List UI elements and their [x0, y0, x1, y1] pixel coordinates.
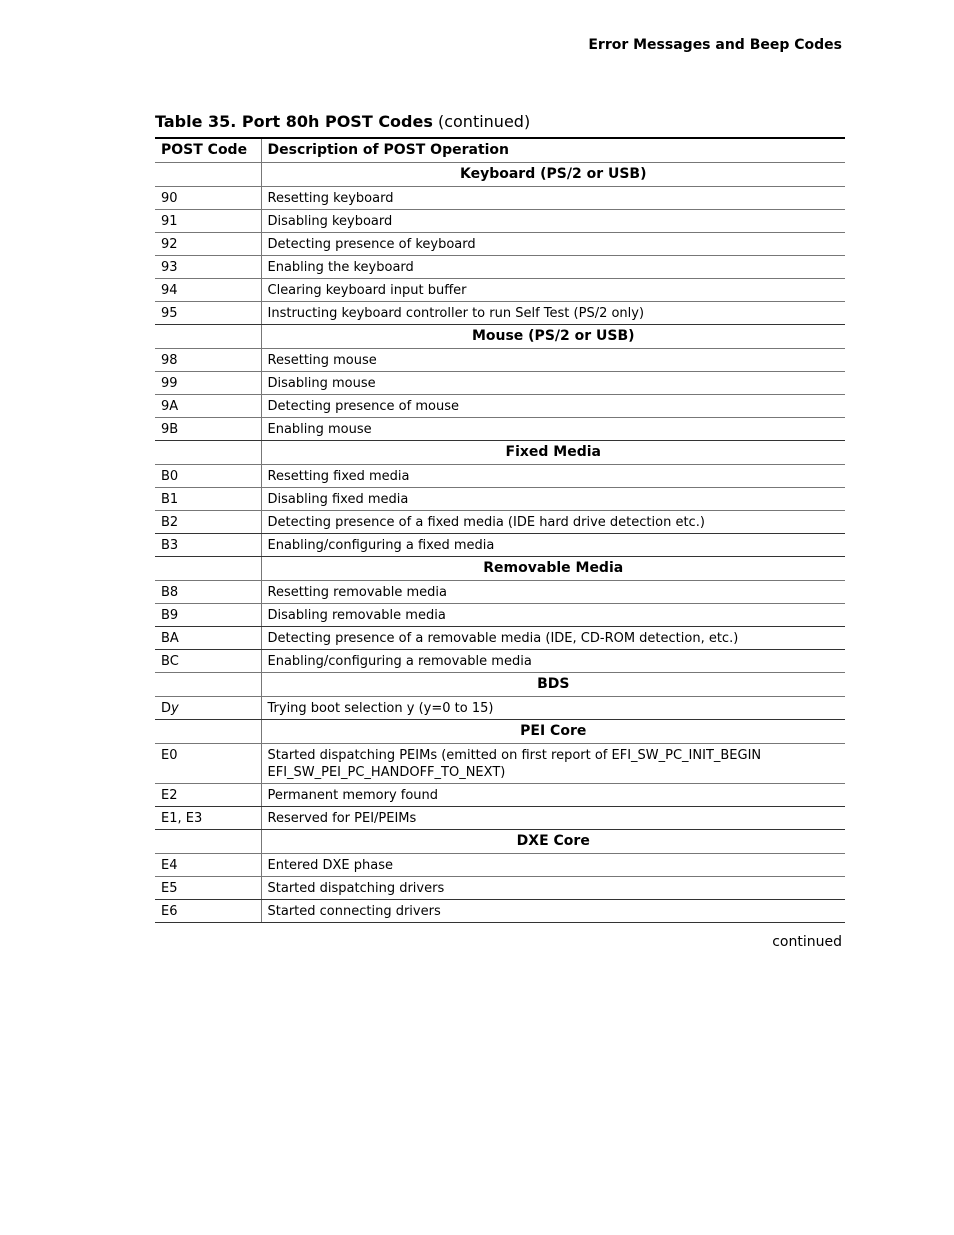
- section-title: BDS: [261, 673, 845, 697]
- post-code-cell: 91: [155, 210, 261, 233]
- description-cell: Resetting keyboard: [261, 187, 845, 210]
- post-code-cell: 95: [155, 302, 261, 325]
- post-code-cell: 93: [155, 256, 261, 279]
- description-cell: Enabling/configuring a removable media: [261, 650, 845, 673]
- description-cell: Disabling fixed media: [261, 488, 845, 511]
- table-row: [155, 210, 845, 233]
- description-cell: Detecting presence of mouse: [261, 395, 845, 418]
- post-code-cell: 9A: [155, 395, 261, 418]
- description-cell: Entered DXE phase: [261, 854, 845, 877]
- section-title: DXE Core: [261, 830, 845, 854]
- section-row: [155, 441, 845, 465]
- description-cell: Detecting presence of a removable media (IDE, CD-ROM detection, etc.): [261, 627, 845, 650]
- table-header-row: [155, 138, 845, 163]
- post-code-cell: 98: [155, 349, 261, 372]
- description-cell: Reserved for PEI/PEIMs: [261, 807, 845, 830]
- section-title: Fixed Media: [261, 441, 845, 465]
- description-cell: Resetting fixed media: [261, 465, 845, 488]
- table-row: [155, 187, 845, 210]
- post-code-cell: 92: [155, 233, 261, 256]
- section-row: [155, 720, 845, 744]
- section-title: Keyboard (PS/2 or USB): [261, 163, 845, 187]
- table-row: [155, 854, 845, 877]
- table-row: [155, 627, 845, 650]
- description-cell: Disabling removable media: [261, 604, 845, 627]
- section-row: [155, 557, 845, 581]
- description-cell: Detecting presence of keyboard: [261, 233, 845, 256]
- table-row: [155, 418, 845, 441]
- table-row: [155, 697, 845, 720]
- caption-label: Table 35. Port 80h POST Codes: [155, 112, 433, 131]
- description-cell: Started connecting drivers: [261, 900, 845, 923]
- post-code-cell: 94: [155, 279, 261, 302]
- section-code-cell: [155, 325, 261, 349]
- post-code-cell: E1, E3: [155, 807, 261, 830]
- table-row: [155, 511, 845, 534]
- table-row: [155, 877, 845, 900]
- post-code-cell: 9B: [155, 418, 261, 441]
- post-code-cell: E6: [155, 900, 261, 923]
- caption-suffix: (continued): [437, 112, 531, 131]
- section-row: [155, 673, 845, 697]
- post-code-cell: E5: [155, 877, 261, 900]
- description-cell: Clearing keyboard input buffer: [261, 279, 845, 302]
- column-header-post-code: POST Code: [155, 138, 261, 163]
- section-code-cell: [155, 830, 261, 854]
- post-code-cell: B2: [155, 511, 261, 534]
- section-row: [155, 830, 845, 854]
- post-code-table: [155, 137, 845, 923]
- description-cell: Disabling keyboard: [261, 210, 845, 233]
- running-header: Error Messages and Beep Codes: [588, 37, 842, 53]
- description-cell: Instructing keyboard controller to run Self Test (PS/2 only): [261, 302, 845, 325]
- description-cell: Resetting removable media: [261, 581, 845, 604]
- table-row: [155, 534, 845, 557]
- section-code-cell: [155, 441, 261, 465]
- description-cell: Enabling mouse: [261, 418, 845, 441]
- post-code-cell: E4: [155, 854, 261, 877]
- section-code-cell: [155, 557, 261, 581]
- section-code-cell: [155, 163, 261, 187]
- post-code-prefix: D: [161, 701, 172, 716]
- post-code-cell: B8: [155, 581, 261, 604]
- table-row: [155, 488, 845, 511]
- continued-note: continued: [772, 934, 842, 950]
- description-cell: Resetting mouse: [261, 349, 845, 372]
- post-code-variable: y: [171, 701, 179, 716]
- description-cell: Started dispatching PEIMs (emitted on first report of EFI_SW_PC_INIT_BEGIN EFI_SW_PEI_PC_HANDOFF_TO_NEXT): [261, 744, 845, 784]
- table-row: [155, 604, 845, 627]
- table-row: [155, 465, 845, 488]
- post-code-cell: [155, 697, 261, 720]
- table-row: [155, 256, 845, 279]
- post-code-cell: BC: [155, 650, 261, 673]
- table-row: [155, 744, 845, 784]
- post-code-cell: E2: [155, 784, 261, 807]
- table-row: [155, 784, 845, 807]
- table-row: [155, 650, 845, 673]
- table-row: [155, 233, 845, 256]
- post-code-cell: 99: [155, 372, 261, 395]
- table-row: [155, 372, 845, 395]
- description-cell: Enabling the keyboard: [261, 256, 845, 279]
- description-cell: Detecting presence of a fixed media (IDE hard drive detection etc.): [261, 511, 845, 534]
- description-cell: Started dispatching drivers: [261, 877, 845, 900]
- section-title: Mouse (PS/2 or USB): [261, 325, 845, 349]
- post-code-cell: B9: [155, 604, 261, 627]
- description-cell: Disabling mouse: [261, 372, 845, 395]
- post-code-cell: B1: [155, 488, 261, 511]
- table-row: [155, 349, 845, 372]
- section-row: [155, 163, 845, 187]
- section-row: [155, 325, 845, 349]
- post-code-cell: B0: [155, 465, 261, 488]
- section-title: PEI Core: [261, 720, 845, 744]
- section-code-cell: [155, 720, 261, 744]
- table-caption: [155, 112, 530, 131]
- table-row: [155, 395, 845, 418]
- post-code-cell: BA: [155, 627, 261, 650]
- description-cell: Enabling/configuring a fixed media: [261, 534, 845, 557]
- description-cell: Permanent memory found: [261, 784, 845, 807]
- description-cell: Trying boot selection y (y=0 to 15): [261, 697, 845, 720]
- table-row: [155, 302, 845, 325]
- table-row: [155, 807, 845, 830]
- post-code-cell: E0: [155, 744, 261, 784]
- post-code-cell: B3: [155, 534, 261, 557]
- table-row: [155, 581, 845, 604]
- section-title: Removable Media: [261, 557, 845, 581]
- column-header-description: Description of POST Operation: [261, 138, 845, 163]
- table-row: [155, 279, 845, 302]
- section-code-cell: [155, 673, 261, 697]
- table-row: [155, 900, 845, 923]
- post-code-cell: 90: [155, 187, 261, 210]
